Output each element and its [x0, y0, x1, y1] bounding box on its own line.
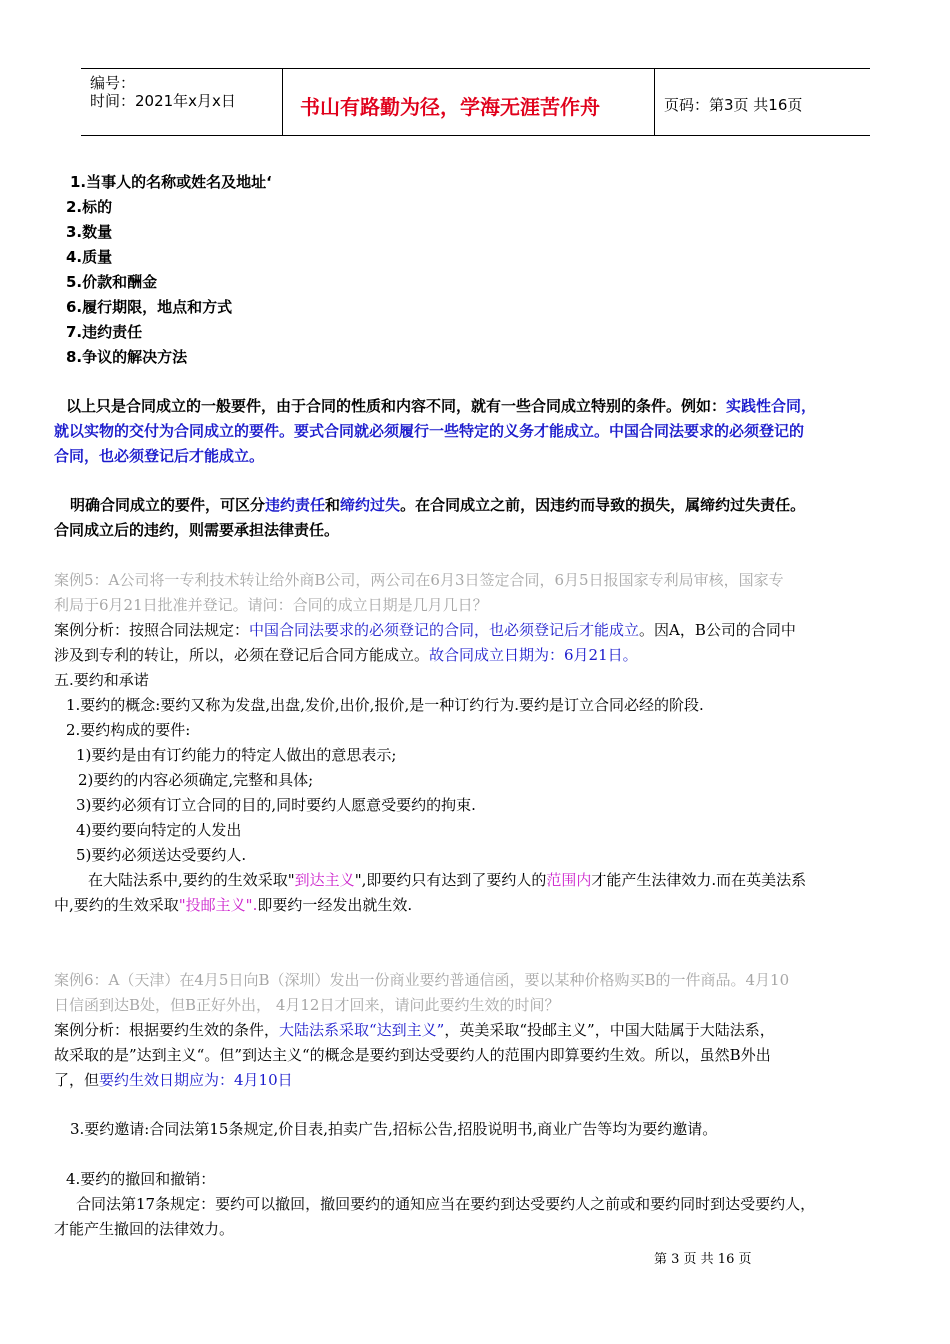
case-analysis: 了，但要约生效日期应为：4月10日: [54, 1071, 293, 1089]
list-item: 8.争议的解决方法: [66, 348, 188, 366]
paragraph-line: 就以实物的交付为合同成立的要件。要式合同就必须履行一些特定的义务才能成立。中国合同法要求的必须登记的: [54, 422, 805, 440]
list-item: 2)要约的内容必须确定,完整和具体;: [78, 771, 314, 789]
paragraph-line: 合同法第17条规定：要约可以撤回，撤回要约的通知应当在要约到达受要约人之前或和要约同时到达受要约人，: [76, 1195, 816, 1213]
paragraph-line: 以上只是合同成立的一般要件，由于合同的性质和内容不同，就有一些合同成立特别的条件。例如：实践性合同，: [66, 397, 817, 415]
paragraph-line: 明确合同成立的要件，可区分违约责任和缔约过失。在合同成立之前，因违约而导致的损失，属缔约过失责任。: [70, 496, 806, 514]
paragraph-line: 中,要约的生效采取"投邮主义".即要约一经发出就生效.: [54, 896, 413, 914]
list-item: 6.履行期限，地点和方式: [66, 298, 233, 316]
list-item: 3.数量: [66, 223, 113, 241]
link-breach-liability[interactable]: 违约责任: [265, 496, 326, 514]
paragraph-line: 2.要约构成的要件:: [66, 721, 191, 739]
case-analysis: 故采取的是”达到主义“。但”到达主义“的概念是要约到达受要约人的范围内即算要约生效。所以，虽然B外出: [54, 1046, 771, 1064]
header-top-border: [81, 68, 870, 69]
page-footer: 第 3 页 共 16 页: [654, 1252, 752, 1267]
list-item: 2.标的: [66, 198, 113, 216]
list-item: 7.违约责任: [66, 323, 143, 341]
paragraph-line: 1.要约的概念:要约又称为发盘,出盘,发价,出价,报价,是一种订约行为.要约是订立合同必经的阶段.: [66, 696, 704, 714]
list-item: 5)要约必须送达受要约人.: [76, 846, 247, 864]
case-analysis: 案例分析：按照合同法规定：中国合同法要求的必须登记的合同，也必须登记后才能成立。因A，B公司的合同中: [54, 621, 796, 639]
header-motto: 书山有路勤为径，学海无涯苦作舟: [300, 95, 600, 119]
header-divider: [654, 68, 655, 136]
link-contracting-fault[interactable]: 缔约过失: [340, 496, 401, 514]
paragraph-line: 3.要约邀请:合同法第15条规定,价目表,拍卖广告,招标公告,招股说明书,商业广告等均为要约邀请。: [70, 1120, 718, 1138]
case-question: 案例6：A（天津）在4月5日向B（深圳）发出一份商业要约普通信函，要以某种价格购买B的一件商品。4月10: [54, 971, 790, 989]
list-item: 3)要约必须有订立合同的目的,同时要约人愿意受要约的拘束.: [76, 796, 476, 814]
case-analysis: 涉及到专利的转让，所以，必须在登记后合同方能成立。故合同成立日期为：6月21日。: [54, 646, 638, 664]
header-divider: [282, 68, 283, 136]
list-item: 1.当事人的名称或姓名及地址‘: [70, 173, 272, 191]
paragraph-line: 合同，也必须登记后才能成立。: [54, 447, 265, 465]
list-item: 4.质量: [66, 248, 113, 266]
paragraph-line: 在大陆法系中,要约的生效采取"到达主义",即要约只有达到了要约人的范围内才能产生法律效力.而在英美法系: [88, 871, 807, 889]
list-item: 1)要约是由有订约能力的特定人做出的意思表示;: [76, 746, 397, 764]
header-date-label: 时间：2021年x月x日: [90, 92, 236, 110]
case-question: 日信函到达B处，但B正好外出， 4月12日才回来，请问此要约生效的时间？: [54, 996, 560, 1014]
header-number-label: 编号：: [90, 74, 136, 92]
paragraph-line: 合同成立后的违约，则需要承担法律责任。: [54, 521, 340, 539]
paragraph-line: 才能产生撤回的法律效力。: [54, 1220, 235, 1238]
list-item: 4)要约要向特定的人发出: [76, 821, 242, 839]
section-title: 4.要约的撤回和撤销：: [66, 1170, 216, 1188]
case-analysis: 案例分析：根据要约生效的条件，大陆法系采取“达到主义”，英美采取“投邮主义”，中国大陆属于大陆法系，: [54, 1021, 775, 1039]
list-item: 5.价款和酬金: [66, 273, 158, 291]
header-bottom-border: [81, 135, 870, 136]
case-question: 案例5：A公司将一专利技术转让给外商B公司，两公司在6月3日签定合同，6月5日报国家专利局审核，国家专: [54, 571, 784, 589]
case-question: 利局于6月21日批准并登记。请问：合同的成立日期是几月几日？: [54, 596, 488, 614]
header-page-label: 页码：第3页 共16页: [664, 96, 803, 114]
section-title: 五.要约和承诺: [54, 671, 149, 689]
